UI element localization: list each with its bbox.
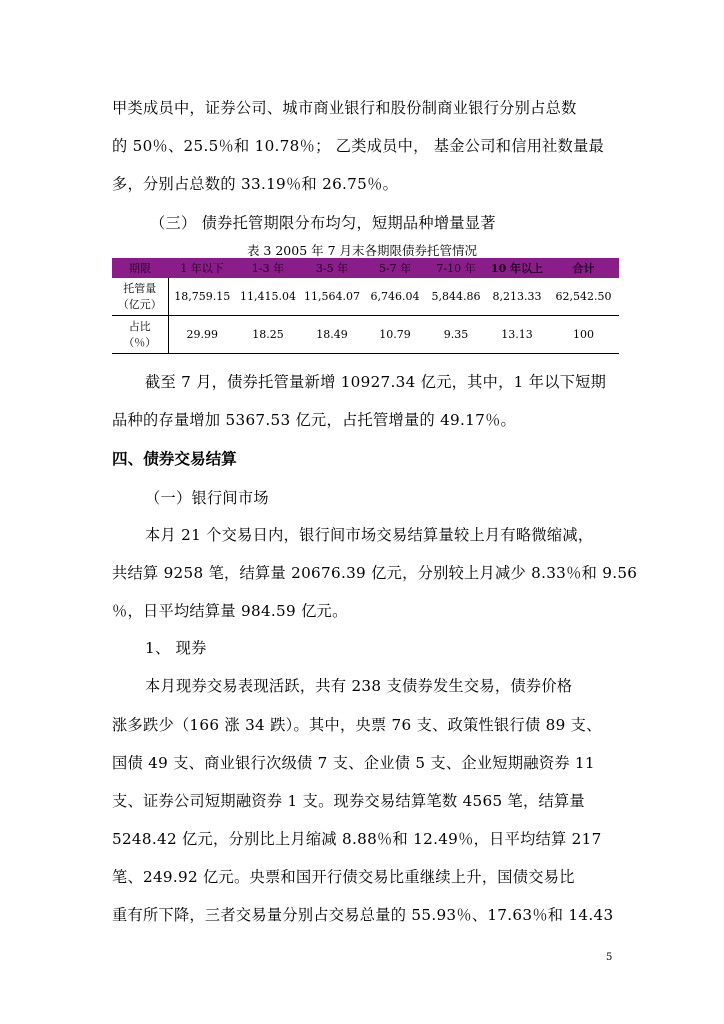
table-caption: 表 3 2005 年 7 月末各期限债券托管情况 xyxy=(246,243,478,258)
paragraph-line: 本月 21 个交易日内，银行间市场交易结算量较上月有略微缩减， xyxy=(145,526,594,544)
header-cell: 7-10 年 xyxy=(426,258,486,278)
table-header-row xyxy=(112,258,619,278)
header-cell: 1-3 年 xyxy=(236,258,300,278)
header-cell: 10 年以上 xyxy=(486,258,548,278)
table-row xyxy=(112,278,619,316)
paragraph-line: 的 50％、25.5％和 10.78％； 乙类成员中， 基金公司和信用社数量最 xyxy=(112,137,605,155)
row-label xyxy=(112,316,168,354)
paragraph-line: 5248.42 亿元，分别比上月缩减 8.88％和 12.49％，日平均结算 217 xyxy=(112,830,602,848)
table-cell: 13.13 xyxy=(486,316,548,354)
section-heading: 四、债券交易结算 xyxy=(112,450,237,468)
table-cell: 62,542.50 xyxy=(548,278,619,316)
subsection-heading: （三） 债券托管期限分布均匀，短期品种增量显著 xyxy=(150,214,496,232)
table-cell: 11,564.07 xyxy=(300,278,364,316)
paragraph-line: 品种的存量增加 5367.53 亿元，占托管增量的 49.17％。 xyxy=(112,411,517,429)
paragraph-line: ％，日平均结算量 984.59 亿元。 xyxy=(112,602,348,620)
list-heading: 1、 现券 xyxy=(145,639,207,657)
header-cell: 1 年以下 xyxy=(168,258,236,278)
row-label-line: 托管量 xyxy=(123,281,157,295)
bond-custody-table xyxy=(112,258,619,354)
paragraph-line: 多，分别占总数的 33.19％和 26.75％。 xyxy=(112,175,399,193)
header-cell: 合计 xyxy=(548,258,619,278)
table-cell: 18.25 xyxy=(236,316,300,354)
table-cell: 29.99 xyxy=(168,316,236,354)
row-label-line: （亿元） xyxy=(117,297,162,311)
table-cell: 10.79 xyxy=(364,316,426,354)
row-label xyxy=(112,278,168,316)
table-cell: 6,746.04 xyxy=(364,278,426,316)
row-label-line: （％） xyxy=(123,335,157,349)
table-cell: 11,415.04 xyxy=(236,278,300,316)
row-label-line: 占比 xyxy=(128,319,151,333)
paragraph-line: 截至 7 月，债券托管量新增 10927.34 亿元，其中，1 年以下短期 xyxy=(145,373,607,391)
table-cell: 9.35 xyxy=(426,316,486,354)
table-cell: 8,213.33 xyxy=(486,278,548,316)
header-cell: 3-5 年 xyxy=(300,258,364,278)
header-cell: 期限 xyxy=(112,258,168,278)
paragraph-line: 笔、249.92 亿元。央票和国开行债交易比重继续上升，国债交易比 xyxy=(112,868,575,886)
table-cell: 100 xyxy=(548,316,619,354)
paragraph-line: 本月现券交易表现活跃，共有 238 支债券发生交易，债券价格 xyxy=(145,677,573,695)
table-cell: 5,844.86 xyxy=(426,278,486,316)
table-cell: 18.49 xyxy=(300,316,364,354)
paragraph-line: 支、证券公司短期融资券 1 支。现券交易结算笔数 4565 笔，结算量 xyxy=(112,792,585,810)
paragraph-line: 共结算 9258 笔，结算量 20676.39 亿元，分别较上月减少 8.33％和 9.56 xyxy=(112,564,638,582)
paragraph-line: 重有所下降，三者交易量分别占交易总量的 55.93％、17.63％和 14.43 xyxy=(112,906,614,924)
table-row xyxy=(112,316,619,354)
subsection-heading: （一）银行间市场 xyxy=(145,489,269,507)
table-cell: 18,759.15 xyxy=(168,278,236,316)
page-number: 5 xyxy=(606,952,613,963)
header-cell: 5-7 年 xyxy=(364,258,426,278)
paragraph-line: 国债 49 支、商业银行次级债 7 支、企业债 5 支、企业短期融资券 11 xyxy=(112,754,595,772)
paragraph-line: 甲类成员中，证券公司、城市商业银行和股份制商业银行分别占总数 xyxy=(112,99,577,117)
paragraph-line: 涨多跌少（166 涨 34 跌）。其中，央票 76 支、政策性银行债 89 支、 xyxy=(112,716,602,734)
